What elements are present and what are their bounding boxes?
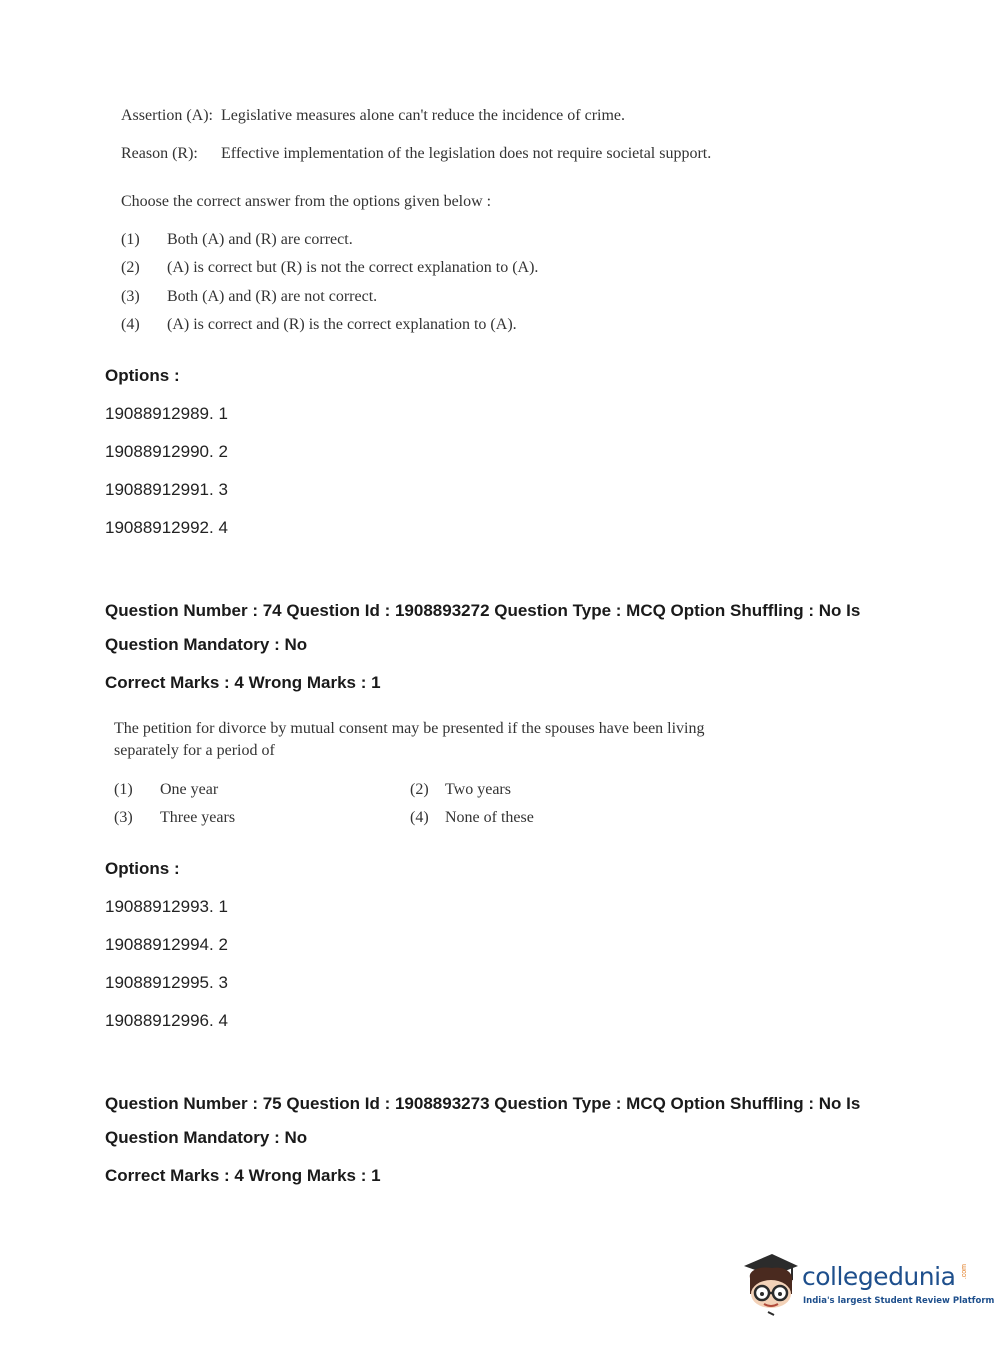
question-meta-line: Question Number : 74 Question Id : 1908893272 Question Type : MCQ Option Shuffling : No Is [105,601,861,620]
reason-label: Reason (R): [121,145,198,162]
choice-text: (A) is correct and (R) is the correct explanation to (A). [167,316,517,333]
question-stem-line: separately for a period of [114,742,275,759]
options-heading: Options : [105,859,180,878]
choice-text: Both (A) and (R) are correct. [167,231,353,248]
option-id: 19088912989. 1 [105,404,228,423]
choice-item [121,316,517,334]
choice-item [121,288,377,306]
assertion-text: Legislative measures alone can't reduce the incidence of crime. [221,107,626,124]
question-mandatory: Question Mandatory : No [105,1128,308,1147]
question-stem-line: The petition for divorce by mutual consent may be presented if the spouses have been living [114,720,705,737]
choice-number: (3) [114,809,133,826]
choice-number: (3) [121,288,140,305]
choice-number: (1) [121,231,140,248]
choice-item [121,259,538,277]
mascot-icon [740,1248,800,1318]
choice-number: (4) [410,809,429,826]
choice-item [121,231,353,249]
logo-wordmark: collegedunia [802,1262,956,1291]
assertion-label: Assertion (A): [121,107,213,124]
choice-text: Both (A) and (R) are not correct. [167,288,378,305]
question-marks: Correct Marks : 4 Wrong Marks : 1 [105,1166,381,1185]
choice-item [410,809,534,827]
option-id: 19088912992. 4 [105,518,228,537]
option-id: 19088912994. 2 [105,935,228,954]
choice-number: (1) [114,781,133,798]
choice-text: None of these [445,809,534,826]
instruction-text: Choose the correct answer from the options given below : [121,193,492,210]
logo-tagline: India's largest Student Review Platform [803,1296,995,1306]
option-id: 19088912991. 3 [105,480,228,499]
collegedunia-logo [740,1248,995,1318]
logo-wordmark-row [802,1262,955,1291]
choice-text: Three years [160,809,236,826]
option-id: 19088912996. 4 [105,1011,228,1030]
choice-item [114,809,235,827]
option-id: 19088912990. 2 [105,442,228,461]
question-meta-line: Question Number : 75 Question Id : 1908893273 Question Type : MCQ Option Shuffling : No Is [105,1094,861,1113]
choice-text: (A) is correct but (R) is not the correct explanation to (A). [167,259,539,276]
question-mandatory: Question Mandatory : No [105,635,308,654]
choice-item [410,781,511,799]
option-id: 19088912993. 1 [105,897,228,916]
choice-number: (2) [121,259,140,276]
question-marks: Correct Marks : 4 Wrong Marks : 1 [105,673,381,692]
assertion-line [121,107,625,125]
reason-line [121,145,711,163]
option-id: 19088912995. 3 [105,973,228,992]
choice-number: (4) [121,316,140,333]
choice-text: One year [160,781,219,798]
choice-text: Two years [445,781,511,798]
choice-number: (2) [410,781,429,798]
reason-text: Effective implementation of the legislation does not require societal support. [221,145,712,162]
choice-item [114,781,218,799]
options-heading: Options : [105,366,180,385]
logo-com: .com [961,1264,968,1280]
